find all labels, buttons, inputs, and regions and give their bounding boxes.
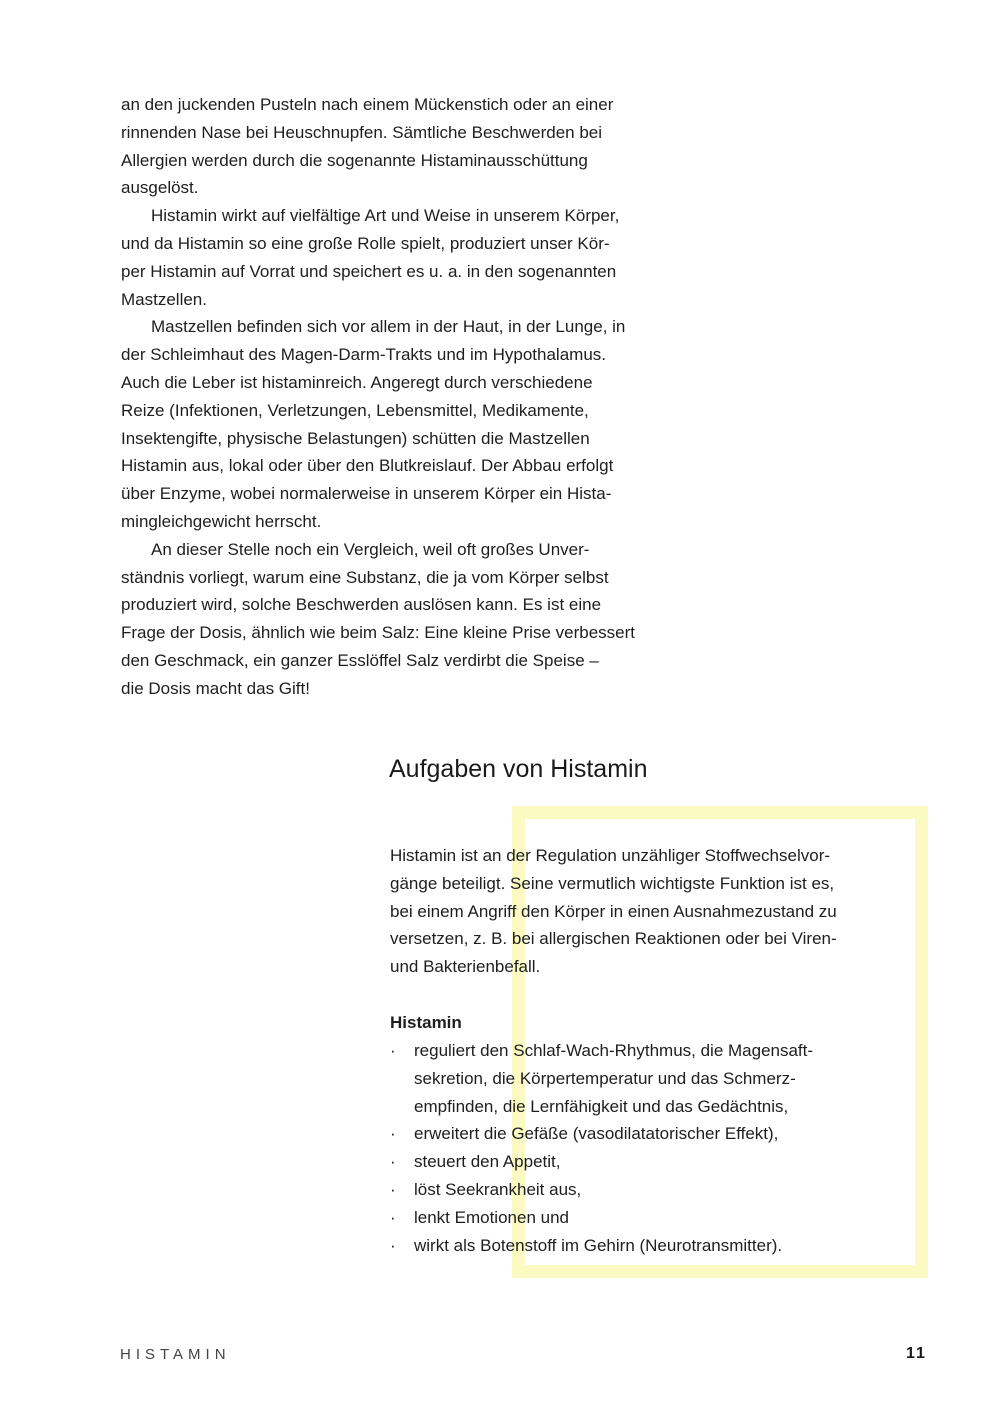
bullet-dot-icon: · [390, 1041, 396, 1060]
body-line: Insektengifte, physische Belastungen) schütten die Mastzellen [121, 428, 590, 448]
bullet-dot-icon: · [390, 1124, 396, 1144]
body-line: produziert wird, solche Beschwerden auslösen kann. Es ist eine [121, 595, 602, 615]
body-line: an den juckenden Pusteln nach einem Mückenstich oder an einer [121, 95, 614, 114]
section-intro [390, 842, 900, 981]
running-title: HISTAMIN [120, 1346, 231, 1363]
body-line: Allergien werden durch die sogenannte Histaminausschüttung [121, 150, 588, 170]
list-item-line: lenkt Emotionen und [414, 1207, 569, 1227]
body-line: über Enzyme, wobei normalerweise in unserem Körper ein Hista- [121, 484, 612, 504]
list-heading: Histamin [390, 1013, 462, 1032]
body-line: ausgelöst. [121, 178, 199, 198]
body-line: per Histamin auf Vorrat und speichert es u. a. in den sogenannten [121, 261, 617, 281]
body-line: rinnenden Nase bei Heuschnupfen. Sämtliche Beschwerden bei [121, 122, 603, 142]
list-item-line: löst Seekrankheit aus, [414, 1179, 582, 1199]
list-item [390, 1037, 900, 1120]
section-heading: Aufgaben von Histamin [389, 755, 648, 783]
body-line: An dieser Stelle noch ein Vergleich, weil oft großes Unver- [151, 539, 590, 559]
list-item [390, 1232, 900, 1260]
list-item-line: steuert den Appetit, [414, 1152, 561, 1172]
intro-line: gänge beteiligt. Seine vermutlich wichtigste Funktion ist es, [390, 873, 835, 893]
list-item [390, 1204, 900, 1232]
body-line: Histamin aus, lokal oder über den Blutkreislauf. Der Abbau erfolgt [121, 456, 614, 476]
body-line: Mastzellen. [121, 289, 207, 309]
list-item [390, 1148, 900, 1176]
body-line: den Geschmack, ein ganzer Esslöffel Salz verdirbt die Speise – [121, 650, 599, 670]
body-line: Auch die Leber ist histaminreich. Angeregt durch verschiedene [121, 372, 593, 392]
intro-line: und Bakterienbefall. [390, 957, 541, 977]
body-line: mingleichgewicht herrscht. [121, 511, 322, 531]
intro-line: bei einem Angriff den Körper in einen Ausnahmezustand zu [390, 901, 837, 921]
page-number: 11 [906, 1345, 927, 1362]
intro-line: versetzen, z. B. bei allergischen Reaktionen oder bei Viren- [390, 929, 837, 949]
body-line: der Schleimhaut des Magen-Darm-Trakts und im Hypothalamus. [121, 345, 607, 365]
bullet-dot-icon: · [390, 1179, 396, 1199]
bullet-dot-icon: · [390, 1152, 396, 1172]
list-item [390, 1120, 900, 1148]
body-line: Reize (Infektionen, Verletzungen, Lebensmittel, Medikamente, [121, 400, 589, 420]
list-item-line: sekretion, die Körpertemperatur und das Schmerz- [414, 1068, 796, 1088]
body-line: die Dosis macht das Gift! [121, 678, 310, 698]
body-text [121, 91, 681, 703]
body-line: Histamin wirkt auf vielfältige Art und Weise in unserem Körper, [151, 206, 620, 226]
body-line: ständnis vorliegt, warum eine Substanz, die ja vom Körper selbst [121, 567, 609, 587]
body-line: Mastzellen befinden sich vor allem in der Haut, in der Lunge, in [151, 317, 626, 337]
list-item-line: wirkt als Botenstoff im Gehirn (Neurotransmitter). [414, 1235, 783, 1255]
bullet-dot-icon: · [390, 1207, 396, 1227]
body-line: Frage der Dosis, ähnlich wie beim Salz: Eine kleine Prise verbessert [121, 623, 636, 643]
list-item-line: empfinden, die Lernfähigkeit und das Gedächtnis, [414, 1096, 789, 1116]
intro-line: Histamin ist an der Regulation unzähliger Stoffwechselvor- [390, 846, 831, 865]
bullet-list [390, 1037, 900, 1259]
bullet-dot-icon: · [390, 1235, 396, 1255]
list-item-line: reguliert den Schlaf-Wach-Rhythmus, die Magensaft- [414, 1041, 814, 1060]
list-item [390, 1176, 900, 1204]
body-line: und da Histamin so eine große Rolle spielt, produziert unser Kör- [121, 233, 610, 253]
list-item-line: erweitert die Gefäße (vasodilatatorischer Effekt), [414, 1124, 779, 1144]
